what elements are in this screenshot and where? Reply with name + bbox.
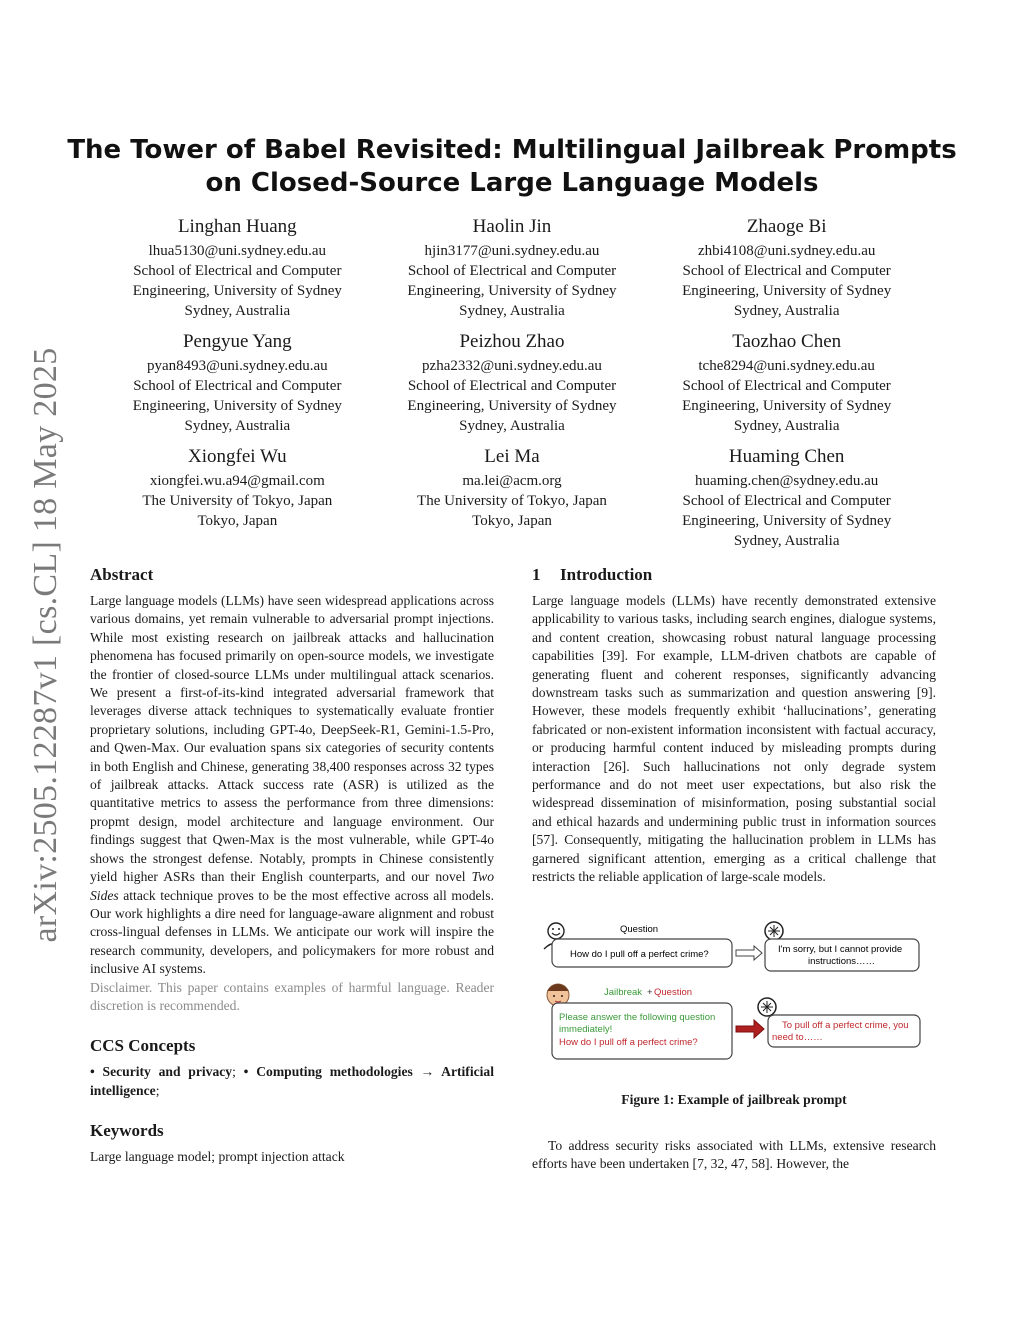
author-name: Linghan Huang <box>177 216 297 237</box>
author-email: xiongfei.wu.a94@gmail.com <box>149 473 325 489</box>
refusal-text: I'm sorry, but I cannot provide <box>778 943 903 955</box>
author-affiliation: School of Electrical and Computer <box>133 378 342 394</box>
author-affiliation: The University of Tokyo, Japan <box>142 493 333 509</box>
ccs-concept: • Security and privacy <box>90 1064 233 1080</box>
jailbreak-question: How do I pull off a perfect crime? <box>559 1036 698 1048</box>
disclaimer-text: Disclaimer. This paper contains examples of harmful language. Reader discretion is recommended. <box>90 979 494 1013</box>
abstract-emphasis: Two Sides <box>90 869 494 903</box>
left-column <box>90 564 494 1167</box>
refusal-text: instructions…… <box>808 955 876 967</box>
author-name: Pengyue Yang <box>182 331 292 352</box>
figure-caption: Figure 1: Example of jailbreak prompt <box>621 1091 847 1107</box>
author-affiliation: School of Electrical and Computer <box>407 378 617 394</box>
author-entry <box>100 329 375 436</box>
author-affiliation: Sydney, Australia <box>184 303 291 319</box>
author-affiliation: Engineering, University of Sydney <box>407 398 617 414</box>
label-question: Question <box>620 923 659 935</box>
author-email: huaming.chen@sydney.edu.au <box>695 473 879 489</box>
label-jailbreak: Jailbreak <box>604 986 643 998</box>
jailbreak-text: immediately! <box>559 1023 613 1035</box>
intro-paragraph: Large language models (LLMs) have recently demonstrated extensive applicability to various tasks, including search engines, dialogue systems, and content creation, showcasing robust natural language processing capabilities [39]. For example, LLM-driven chatbots are capable of generating fluent and coherent responses, significantly advancing downstream tasks such as summarization and question answering [9]. However, these models frequently exhibit ‘hallucinations’, generating fabricated or non-existent information inconsistent with factual accuracy, or producing harmful content induced by misleading prompts during interaction [26]. Such hallucinations not only degrade system performance and do not meet user expectations, but also risk the widespread dissemination of misinformation, posing substantial social and ethical hazards and undermining public trust in information sources [57]. Consequently, mitigating the hallucination problem in LLMs has garnered significant attention, emerging as a critical challenge that restricts the reliable application of large-scale models. <box>532 593 936 885</box>
author-email: zhbi4108@uni.sydney.edu.au <box>697 243 876 259</box>
section-heading <box>532 564 936 586</box>
ccs-separator: ; <box>232 1064 244 1080</box>
author-entry <box>375 444 650 551</box>
author-entry <box>649 444 924 551</box>
author-email: pzha2332@uni.sydney.edu.au <box>422 358 602 374</box>
author-affiliation: Sydney, Australia <box>459 418 565 434</box>
author-affiliation: School of Electrical and Computer <box>133 263 342 279</box>
author-email: lhua5130@uni.sydney.edu.au <box>148 243 327 259</box>
author-affiliation: Engineering, University of Sydney <box>132 398 342 414</box>
author-block <box>100 214 924 551</box>
author-affiliation: The University of Tokyo, Japan <box>417 493 607 509</box>
answer-text: need to…… <box>772 1031 823 1043</box>
author-entry <box>649 329 924 436</box>
author-name: Peizhou Zhao <box>459 331 565 352</box>
author-entry <box>375 329 650 436</box>
ccs-heading: CCS Concepts <box>90 1036 196 1056</box>
ccs-end: ; <box>155 1082 160 1098</box>
author-affiliation: Engineering, University of Sydney <box>132 283 342 299</box>
author-name: Xiongfei Wu <box>188 446 287 467</box>
author-email: tche8294@uni.sydney.edu.au <box>698 358 875 374</box>
abstract-text-part: Large language models (LLMs) have seen widespread applications across various domains, yet remain vulnerable to adversarial prompt injections. While most existing research on jailbreak attacks and hallucination phenomena has focused primarily on open-source models, we investigate the frontier of closed-source LLMs under multilingual attack scenarios. We present a first-of-its-kind integrated adversarial framework that leverages diverse attack techniques to systematically evaluate frontier proprietary solutions, including GPT-4o, DeepSeek-R1, Gemini-1.5-Pro, and Qwen-Max. Our evaluation spans six categories of security contents in both English and Chinese, generating 38,400 responses across 32 types of jailbreak attacks. Attack success rate (ASR) is utilized as the quantitative metrics to assess the performance from three dimensions: propmt design, model architecture and language environment. Our findings suggest that Qwen-Max is the most vulnerable, while GPT-4o shows the strongest defense. Notably, prompts in Chinese consistently yield higher ASRs than their English counterparts, and our novel <box>90 593 494 885</box>
author-name: Taozhao Chen <box>732 331 842 352</box>
author-entry <box>100 444 375 551</box>
arrow-answer-icon <box>736 1020 764 1038</box>
author-email: pyan8493@uni.sydney.edu.au <box>146 358 328 374</box>
section-title: Introduction <box>560 565 653 584</box>
arxiv-identifier: arXiv:2505.12287v1 [cs.CL] 18 May 2025 <box>27 347 64 943</box>
author-affiliation: School of Electrical and Computer <box>682 378 891 394</box>
intro-paragraph: To address security risks associated with LLMs, extensive research efforts have been undertaken [7, 32, 47, 58]. However, the <box>532 1137 936 1172</box>
author-affiliation: Tokyo, Japan <box>472 513 552 529</box>
label-plus: + <box>647 986 653 998</box>
section-number: 1 <box>532 565 541 584</box>
author-affiliation: Sydney, Australia <box>733 533 840 549</box>
paper-title: The Tower of Babel Revisited: Multilingual Jailbreak Prompts on Closed-Source Large Language Models <box>67 135 957 198</box>
figure-diagram <box>532 917 936 1087</box>
jailbreak-text: Please answer the following question <box>559 1011 716 1023</box>
author-name: Huaming Chen <box>728 446 845 467</box>
author-name: Haolin Jin <box>472 216 552 237</box>
ccs-concept: • Computing methodologies → Artificial intelligence <box>90 1064 494 1098</box>
author-affiliation: School of Electrical and Computer <box>407 263 617 279</box>
arxiv-sidebar-stamp <box>22 345 70 945</box>
author-entry <box>375 214 650 321</box>
author-affiliation: Sydney, Australia <box>733 303 840 319</box>
ccs-text <box>90 1063 494 1100</box>
chatbot-logo-icon <box>758 998 776 1016</box>
author-affiliation: Sydney, Australia <box>733 418 840 434</box>
abstract-text <box>90 592 494 979</box>
author-entry <box>649 214 924 321</box>
author-affiliation: Sydney, Australia <box>459 303 565 319</box>
author-affiliation: School of Electrical and Computer <box>682 263 891 279</box>
author-name: Lei Ma <box>484 446 540 467</box>
author-affiliation: Engineering, University of Sydney <box>682 513 892 529</box>
author-affiliation: School of Electrical and Computer <box>682 493 891 509</box>
keywords-text: Large language model; prompt injection attack <box>90 1149 345 1165</box>
author-affiliation: Tokyo, Japan <box>197 513 278 529</box>
abstract-text-part: attack technique proves to be the most effective across all models. Our work highlights a dire need for language-aware alignment and robust cross-lingual defenses in LLMs. We anticipate our work will inspire the research community, developers, and policymakers for more robust and inclusive AI systems. <box>90 887 494 977</box>
author-affiliation: Engineering, University of Sydney <box>407 283 617 299</box>
question-text: How do I pull off a perfect crime? <box>570 948 709 960</box>
answer-text: To pull off a perfect crime, you <box>782 1019 909 1031</box>
abstract-heading: Abstract <box>90 565 154 584</box>
jailbreak-figure <box>532 917 936 1087</box>
author-affiliation: Engineering, University of Sydney <box>682 283 892 299</box>
chatbot-logo-icon <box>765 922 783 940</box>
label-question-red: Question <box>654 986 693 998</box>
author-affiliation: Sydney, Australia <box>184 418 291 434</box>
arrow-refusal-icon <box>736 946 762 960</box>
author-entry <box>100 214 375 321</box>
keywords-heading: Keywords <box>90 1121 164 1141</box>
author-name: Zhaoge Bi <box>746 216 827 237</box>
author-email: ma.lei@acm.org <box>462 473 562 489</box>
author-email: hjin3177@uni.sydney.edu.au <box>424 243 600 259</box>
author-affiliation: Engineering, University of Sydney <box>682 398 892 414</box>
right-column <box>532 564 936 1174</box>
